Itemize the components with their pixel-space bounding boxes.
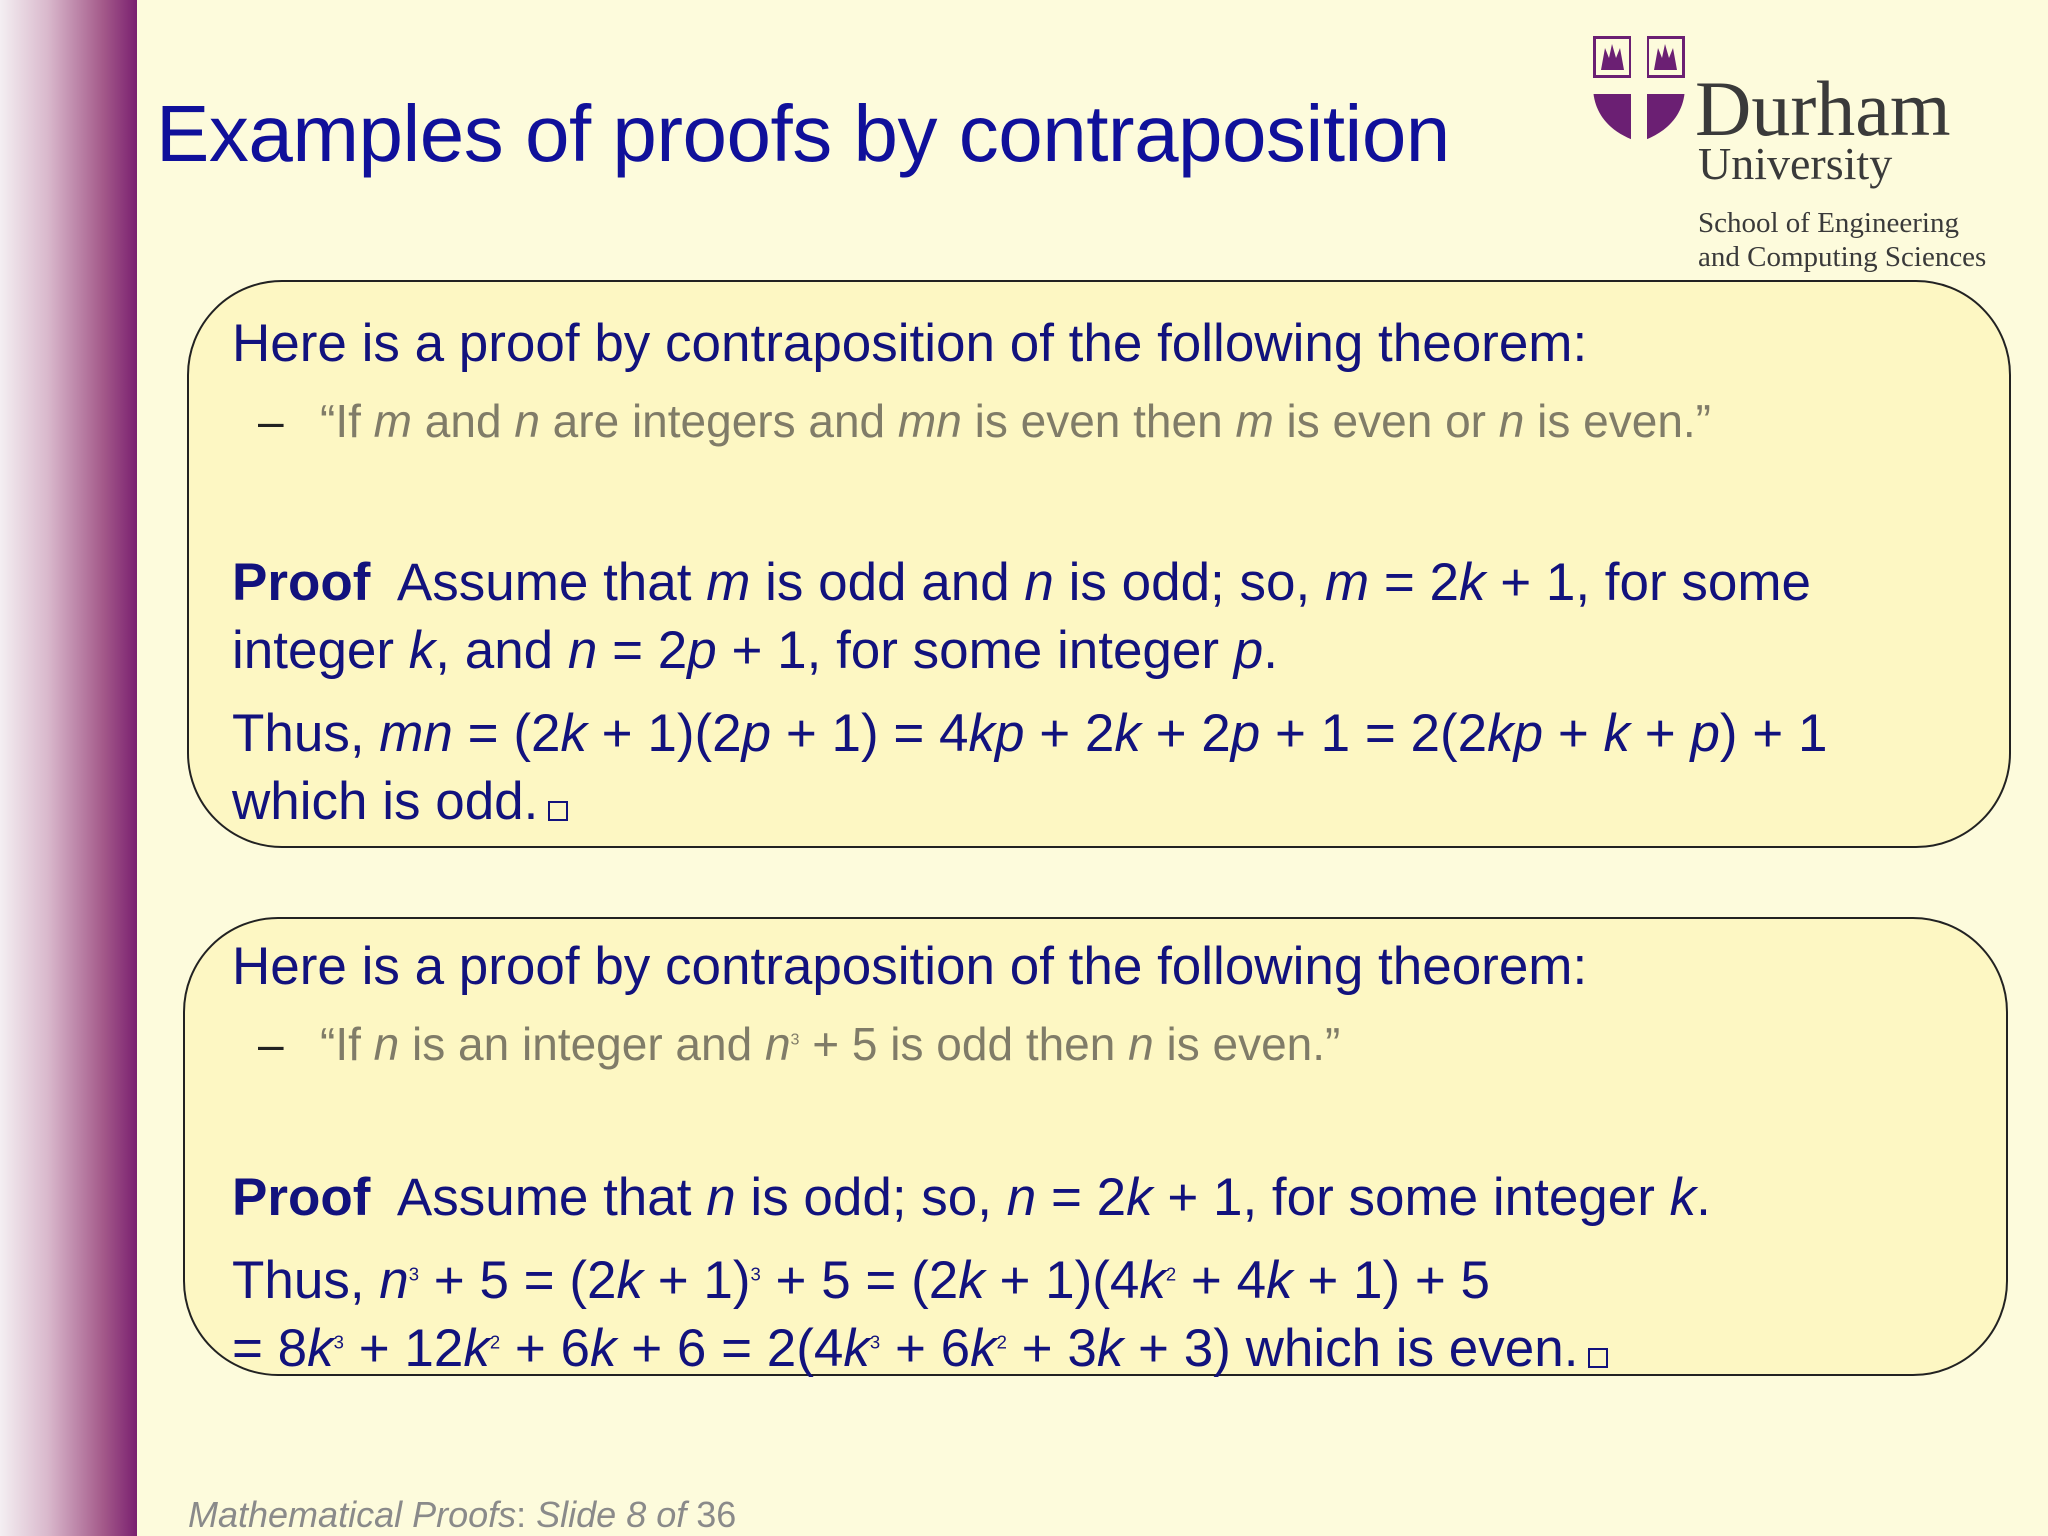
slide-footer xyxy=(188,1494,736,1536)
qed-icon xyxy=(1588,1348,1608,1368)
proof-1-line1: Proof Assume that m is odd and n is odd; so, m = 2k + 1, for some xyxy=(232,553,1811,612)
bullet-dash: – xyxy=(258,395,284,447)
proof-2-line2: Thus, $n^3 + 5 = (2k + 1)^3 + 5 = (2k + 1)(4k^2 + 4k + 1) + 5$ xyxy=(232,1251,1490,1310)
proof-1-line4: which is odd. xyxy=(232,775,568,828)
footer-separator: : xyxy=(516,1494,537,1535)
footer-slide-label: Slide 8 of xyxy=(536,1494,687,1535)
durham-university-logo xyxy=(1585,28,2025,278)
logo-school-line1: School of Engineering xyxy=(1698,207,1959,239)
footer-total: 36 xyxy=(696,1494,737,1535)
proof-1-intro: Here is a proof by contraposition of the following theorem: xyxy=(232,314,1588,373)
logo-school-line2: and Computing Sciences xyxy=(1698,241,1987,273)
proof-2-theorem: “If n is an integer and $n^3 + 5$ is odd then n is even.” xyxy=(320,1018,1341,1070)
proof-2-line3: = $8k^3 + 12k^2 + 6k + 6 = 2(4k^3 + 6k^2 + 3k + 3)$ which is even. xyxy=(232,1322,1608,1375)
slide-title: Examples of proofs by contraposition xyxy=(156,89,1450,178)
logo-school xyxy=(1698,206,1986,274)
proof-1-line3: Thus, mn = (2k + 1)(2p + 1) = 4kp + 2k + 2p + 1 = 2(2kp + k + p) + 1 xyxy=(232,704,1828,763)
footer-course: Mathematical Proofs xyxy=(188,1494,517,1535)
proof-label: Proof xyxy=(232,553,371,612)
slide-sidebar-stripe xyxy=(0,0,137,1536)
logo-name: Durham xyxy=(1695,65,1951,152)
proof-2-line1: Proof Assume that n is odd; so, n = 2k + 1, for some integer k. xyxy=(232,1168,1711,1227)
proof-1-theorem: “If m and n are integers and mn is even then m is even or n is even.” xyxy=(320,395,1712,447)
proof-2-intro: Here is a proof by contraposition of the following theorem: xyxy=(232,937,1588,996)
qed-icon xyxy=(548,801,568,821)
proof-1-line2: integer k, and n = 2p + 1, for some integer p. xyxy=(232,621,1278,680)
bullet-dash: – xyxy=(258,1018,284,1070)
logo-subtitle: University xyxy=(1698,138,1893,189)
proof-label: Proof xyxy=(232,1168,371,1227)
durham-shield-icon xyxy=(1589,32,1689,144)
